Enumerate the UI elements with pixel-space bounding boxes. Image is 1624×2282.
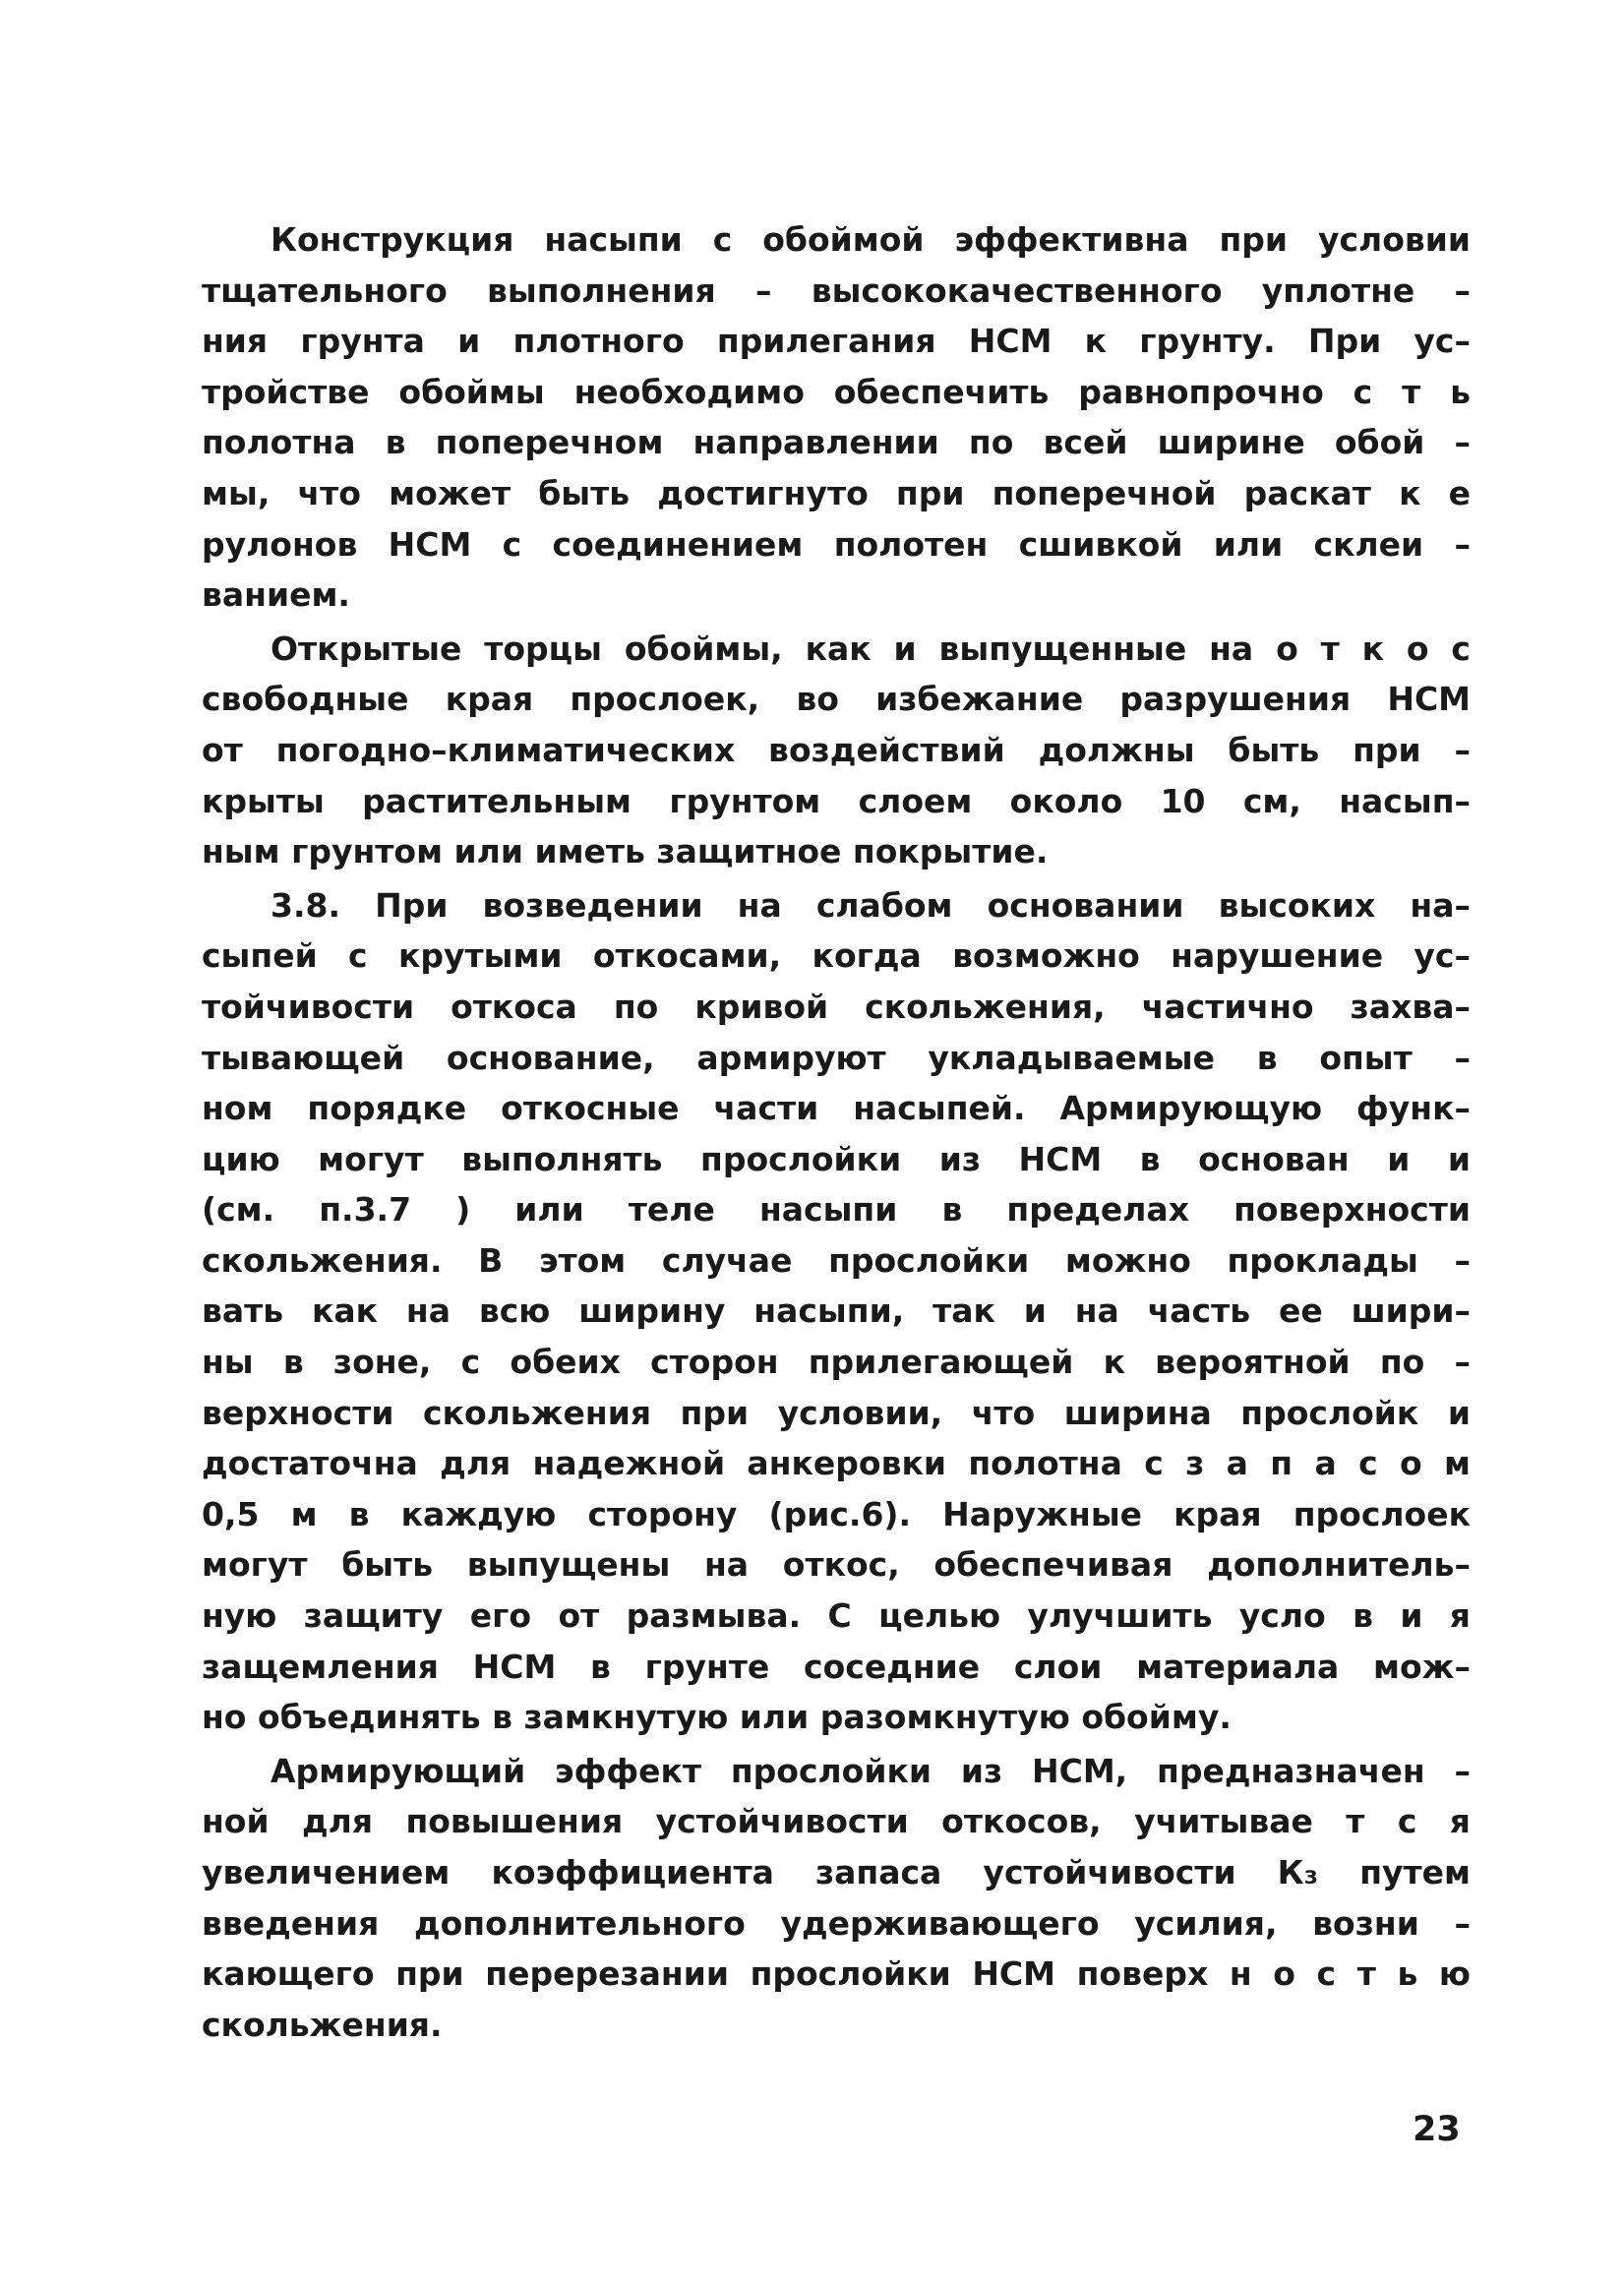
- text-line: могут быть выпущены на откос, обеспечивая дополнитель–: [202, 1545, 1471, 1585]
- text-line: цию могут выполнять прослойки из НСМ в основан и и: [202, 1139, 1471, 1178]
- text-line: верхности скольжения при условии, что ширина прослойк и: [202, 1393, 1471, 1432]
- text-line: ным грунтом или иметь защитное покрытие.: [202, 832, 1049, 871]
- text-line: Конструкция насыпи с обоймой эффективна при условии: [271, 220, 1471, 259]
- text-line: ны в зоне, с обеих сторон прилегающей к вероятной по –: [202, 1343, 1471, 1382]
- text-line: рулонов НСМ с соединением полотен сшивкой или склеи –: [202, 524, 1471, 564]
- text-line: от погодно–климатических воздействий должны быть при –: [202, 730, 1471, 769]
- body-text: [202, 214, 1471, 2053]
- text-line: (см. п.3.7 ) или теле насыпи в пределах поверхности: [202, 1190, 1471, 1230]
- page-number: 23: [1413, 2110, 1461, 2149]
- text-line: полотна в поперечном направлении по всей ширине обой –: [202, 423, 1471, 462]
- paragraph: [202, 880, 1471, 1743]
- text-line: ния грунта и плотного прилегания НСМ к грунту. При ус–: [202, 322, 1471, 361]
- text-line: тщательного выполнения – высококачественного уплотне –: [202, 270, 1471, 310]
- text-line: скольжения.: [202, 2005, 443, 2044]
- text-line: достаточна для надежной анкеровки полотна с з а п а с о м: [202, 1444, 1471, 1483]
- text-line: 0,5 м в каждую сторону (рис.6). Наружные края прослоек: [202, 1494, 1471, 1533]
- text-line: увеличением коэффициента запаса устойчивости К₃ путем: [202, 1853, 1471, 1892]
- text-line: тройстве обоймы необходимо обеспечить равнопрочно с т ь: [202, 372, 1471, 411]
- paragraph: [202, 624, 1471, 877]
- text-line: мы, что может быть достигнуто при поперечной раскат к е: [202, 473, 1471, 512]
- text-line: Открытые торцы обоймы, как и выпущенные на о т к о с: [271, 629, 1471, 668]
- text-line: свободные края прослоек, во избежание разрушения НСМ: [202, 680, 1471, 719]
- text-line: кающего при перерезании прослойки НСМ поверх н о с т ь ю: [202, 1954, 1471, 1994]
- text-line: скольжения. В этом случае прослойки можно проклады –: [202, 1240, 1471, 1280]
- text-line: но объединять в замкнутую или разомкнутую обойму.: [202, 1698, 1232, 1737]
- text-line: Армирующий эффект прослойки из НСМ, предназначен –: [271, 1751, 1471, 1790]
- text-line: ванием.: [202, 575, 350, 615]
- text-line: введения дополнительного удерживающего усилия, возни –: [202, 1903, 1471, 1943]
- text-line: 3.8. При возведении на слабом основании высоких на–: [271, 885, 1471, 925]
- text-line: тойчивости откоса по кривой скольжения, частично захва–: [202, 987, 1471, 1026]
- text-line: сыпей с крутыми откосами, когда возможно нарушение ус–: [202, 936, 1471, 976]
- paragraph: [202, 1746, 1471, 2051]
- paragraph: [202, 214, 1471, 621]
- text-line: тывающей основание, армируют укладываемые в опыт –: [202, 1038, 1471, 1077]
- text-line: ную защиту его от размыва. С целью улучшить усло в и я: [202, 1596, 1471, 1636]
- text-line: вать как на всю ширину насыпи, так и на часть ее шири–: [202, 1291, 1471, 1331]
- text-line: защемления НСМ в грунте соседние слои материала мож–: [202, 1647, 1471, 1686]
- text-line: крыты растительным грунтом слоем около 10 см, насып–: [202, 781, 1471, 820]
- text-line: ной для повышения устойчивости откосов, учитывае т с я: [202, 1802, 1471, 1841]
- text-line: ном порядке откосные части насыпей. Армирующую функ–: [202, 1089, 1471, 1128]
